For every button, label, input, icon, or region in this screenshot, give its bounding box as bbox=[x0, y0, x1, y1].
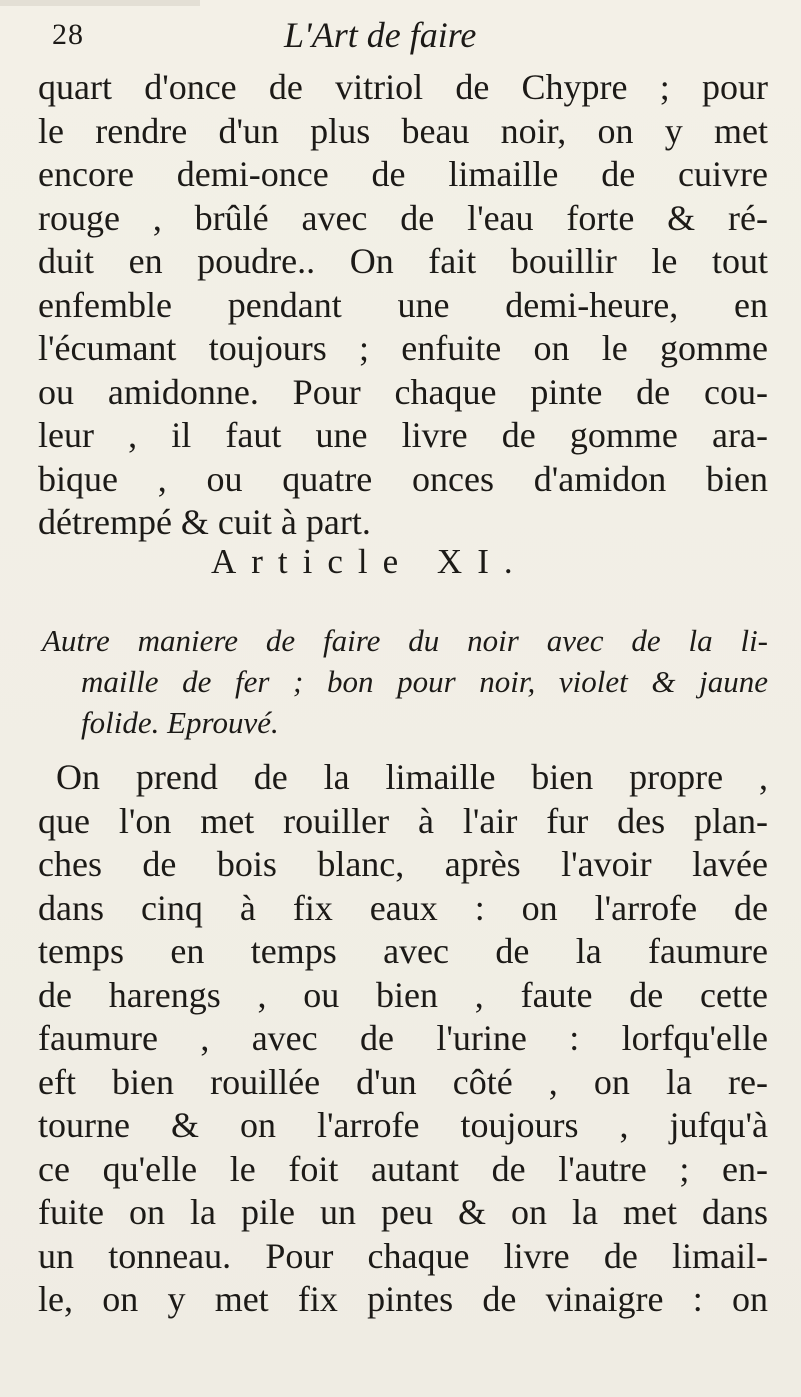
text-line: On prend de la limaille bien propre , bbox=[56, 757, 768, 797]
text-line: le rendre d'un plus beau noir, on y met bbox=[38, 110, 768, 151]
subtitle-line: Autre maniere de faire du noir avec de la li- bbox=[42, 623, 768, 658]
text-line: leur , il faut une livre de gomme ara- bbox=[38, 415, 768, 455]
text-line: eft bien rouillée d'un côté , on la re- bbox=[38, 1061, 768, 1102]
text-line: fuite on la pile un peu & on la met dans bbox=[38, 1192, 768, 1232]
article-heading: Article XI. bbox=[211, 542, 528, 581]
page-header bbox=[40, 8, 760, 58]
running-title: L'Art de faire bbox=[284, 15, 477, 55]
text-line: duit en poudre.. On fait bouillir le tout bbox=[38, 241, 768, 281]
text-line: bique , ou quatre onces d'amidon bien bbox=[38, 458, 768, 499]
article-subtitle bbox=[38, 620, 768, 743]
text-line: ches de bois blanc, après l'avoir lavée bbox=[38, 844, 768, 884]
text-line: tourne & on l'arrofe toujours , jufqu'à bbox=[38, 1105, 768, 1145]
text-line: que l'on met rouiller à l'air fur des plan- bbox=[38, 800, 768, 841]
text-line: ce qu'elle le foit autant de l'autre ; en- bbox=[38, 1148, 768, 1189]
text-line: ou amidonne. Pour chaque pinte de cou- bbox=[38, 371, 768, 412]
text-line: le, on y met fix pintes de vinaigre : on bbox=[38, 1279, 768, 1319]
text-line: détrempé & cuit à part. bbox=[38, 502, 371, 542]
top-edge-shadow bbox=[0, 0, 200, 6]
text-line: l'écumant toujours ; enfuite on le gomme bbox=[38, 328, 768, 368]
text-line: quart d'once de vitriol de Chypre ; pour bbox=[38, 67, 768, 107]
subtitle-line: maille de fer ; bon pour noir, violet & jaune bbox=[81, 664, 768, 699]
text-line: de harengs , ou bien , faute de cette bbox=[38, 974, 768, 1015]
text-line: un tonneau. Pour chaque livre de limail- bbox=[38, 1235, 768, 1276]
text-line: enfemble pendant une demi-heure, en bbox=[38, 284, 768, 325]
text-line: faumure , avec de l'urine : lorfqu'elle bbox=[38, 1018, 768, 1058]
text-line: rouge , brûlé avec de l'eau forte & ré- bbox=[38, 197, 768, 238]
paragraph-1 bbox=[38, 66, 768, 545]
text-line: encore demi-once de limaille de cuivre bbox=[38, 154, 768, 194]
subtitle-line: folide. Eprouvé. bbox=[81, 705, 279, 740]
text-line: temps en temps avec de la faumure bbox=[38, 931, 768, 971]
paragraph-2 bbox=[38, 756, 768, 1322]
page-number: 28 bbox=[52, 18, 84, 51]
text-line: dans cinq à fix eaux : on l'arrofe de bbox=[38, 887, 768, 928]
